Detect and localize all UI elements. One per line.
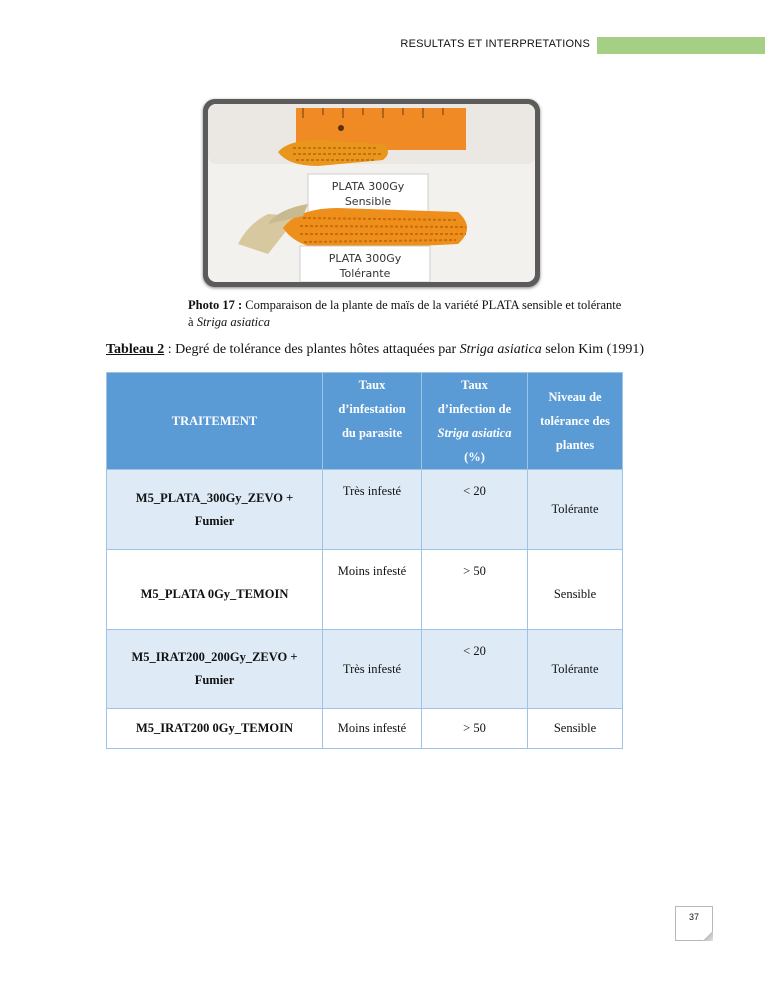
table-title-text: : Degré de tolérance des plantes hôtes attaquées par	[164, 342, 460, 357]
cell-treatment: M5_IRAT200 0Gy_TEMOIN	[107, 709, 323, 749]
label-card-sensible	[308, 174, 428, 212]
caption-text: Comparaison de la plante de maïs de la variété PLATA sensible et tolérante	[242, 298, 622, 312]
label-card-tolerante	[300, 246, 430, 282]
table-title-label: Tableau 2	[106, 342, 165, 357]
cell-tolerance: Tolérante	[528, 630, 623, 709]
caption-line2-prefix: à	[188, 315, 197, 329]
page-number-box	[675, 906, 713, 941]
table-title-suffix: selon Kim (1991)	[541, 342, 644, 357]
table-header-row	[107, 373, 623, 470]
table-row	[107, 470, 623, 550]
table-row	[107, 550, 623, 630]
header-taux-infection: Taux d’infection de Striga asiatica (%)	[422, 373, 528, 470]
cell-tolerance: Sensible	[528, 550, 623, 630]
label-tolerante-line1: PLATA 300Gy	[328, 252, 402, 265]
cell-infection: > 50	[422, 550, 528, 630]
tolerance-table	[106, 372, 623, 749]
cell-infection: < 20	[422, 470, 528, 550]
corn-photo-illustration	[208, 104, 535, 282]
page-number: 37	[688, 912, 699, 922]
table-row	[107, 630, 623, 709]
running-header-accent-bar	[597, 37, 765, 54]
cell-treatment: M5_PLATA 0Gy_TEMOIN	[107, 550, 323, 630]
label-sensible-line1: PLATA 300Gy	[331, 180, 405, 193]
cell-infection: < 20	[422, 630, 528, 709]
cell-infestation: Moins infesté	[323, 709, 422, 749]
cell-treatment: M5_IRAT200_200Gy_ZEVO + Fumier	[107, 630, 323, 709]
caption-species: Striga asiatica	[196, 315, 270, 329]
header-taux-infestation: Taux d’infestation du parasite	[323, 373, 422, 470]
running-header-title: RESULTATS ET INTERPRETATIONS	[400, 38, 590, 50]
table-row	[107, 709, 623, 749]
caption-prefix: Photo 17 :	[188, 298, 243, 312]
cell-tolerance: Sensible	[528, 709, 623, 749]
page-curl-icon	[703, 931, 713, 941]
cell-tolerance: Tolérante	[528, 470, 623, 550]
photo-caption	[188, 297, 688, 331]
cell-infestation: Très infesté	[323, 630, 422, 709]
label-tolerante-line2: Tolérante	[339, 267, 391, 280]
cell-treatment: M5_PLATA_300Gy_ZEVO + Fumier	[107, 470, 323, 550]
table-title-species: Striga asiatica	[459, 342, 542, 357]
table-title	[106, 342, 746, 358]
header-niveau-tolerance: Niveau de tolérance des plantes	[528, 373, 623, 470]
header-traitement: TRAITEMENT	[107, 373, 323, 470]
cell-infestation: Moins infesté	[323, 550, 422, 630]
cell-infection: > 50	[422, 709, 528, 749]
label-sensible-line2: Sensible	[344, 195, 392, 208]
cell-infestation: Très infesté	[323, 470, 422, 550]
corn-comparison-photo	[203, 99, 540, 287]
